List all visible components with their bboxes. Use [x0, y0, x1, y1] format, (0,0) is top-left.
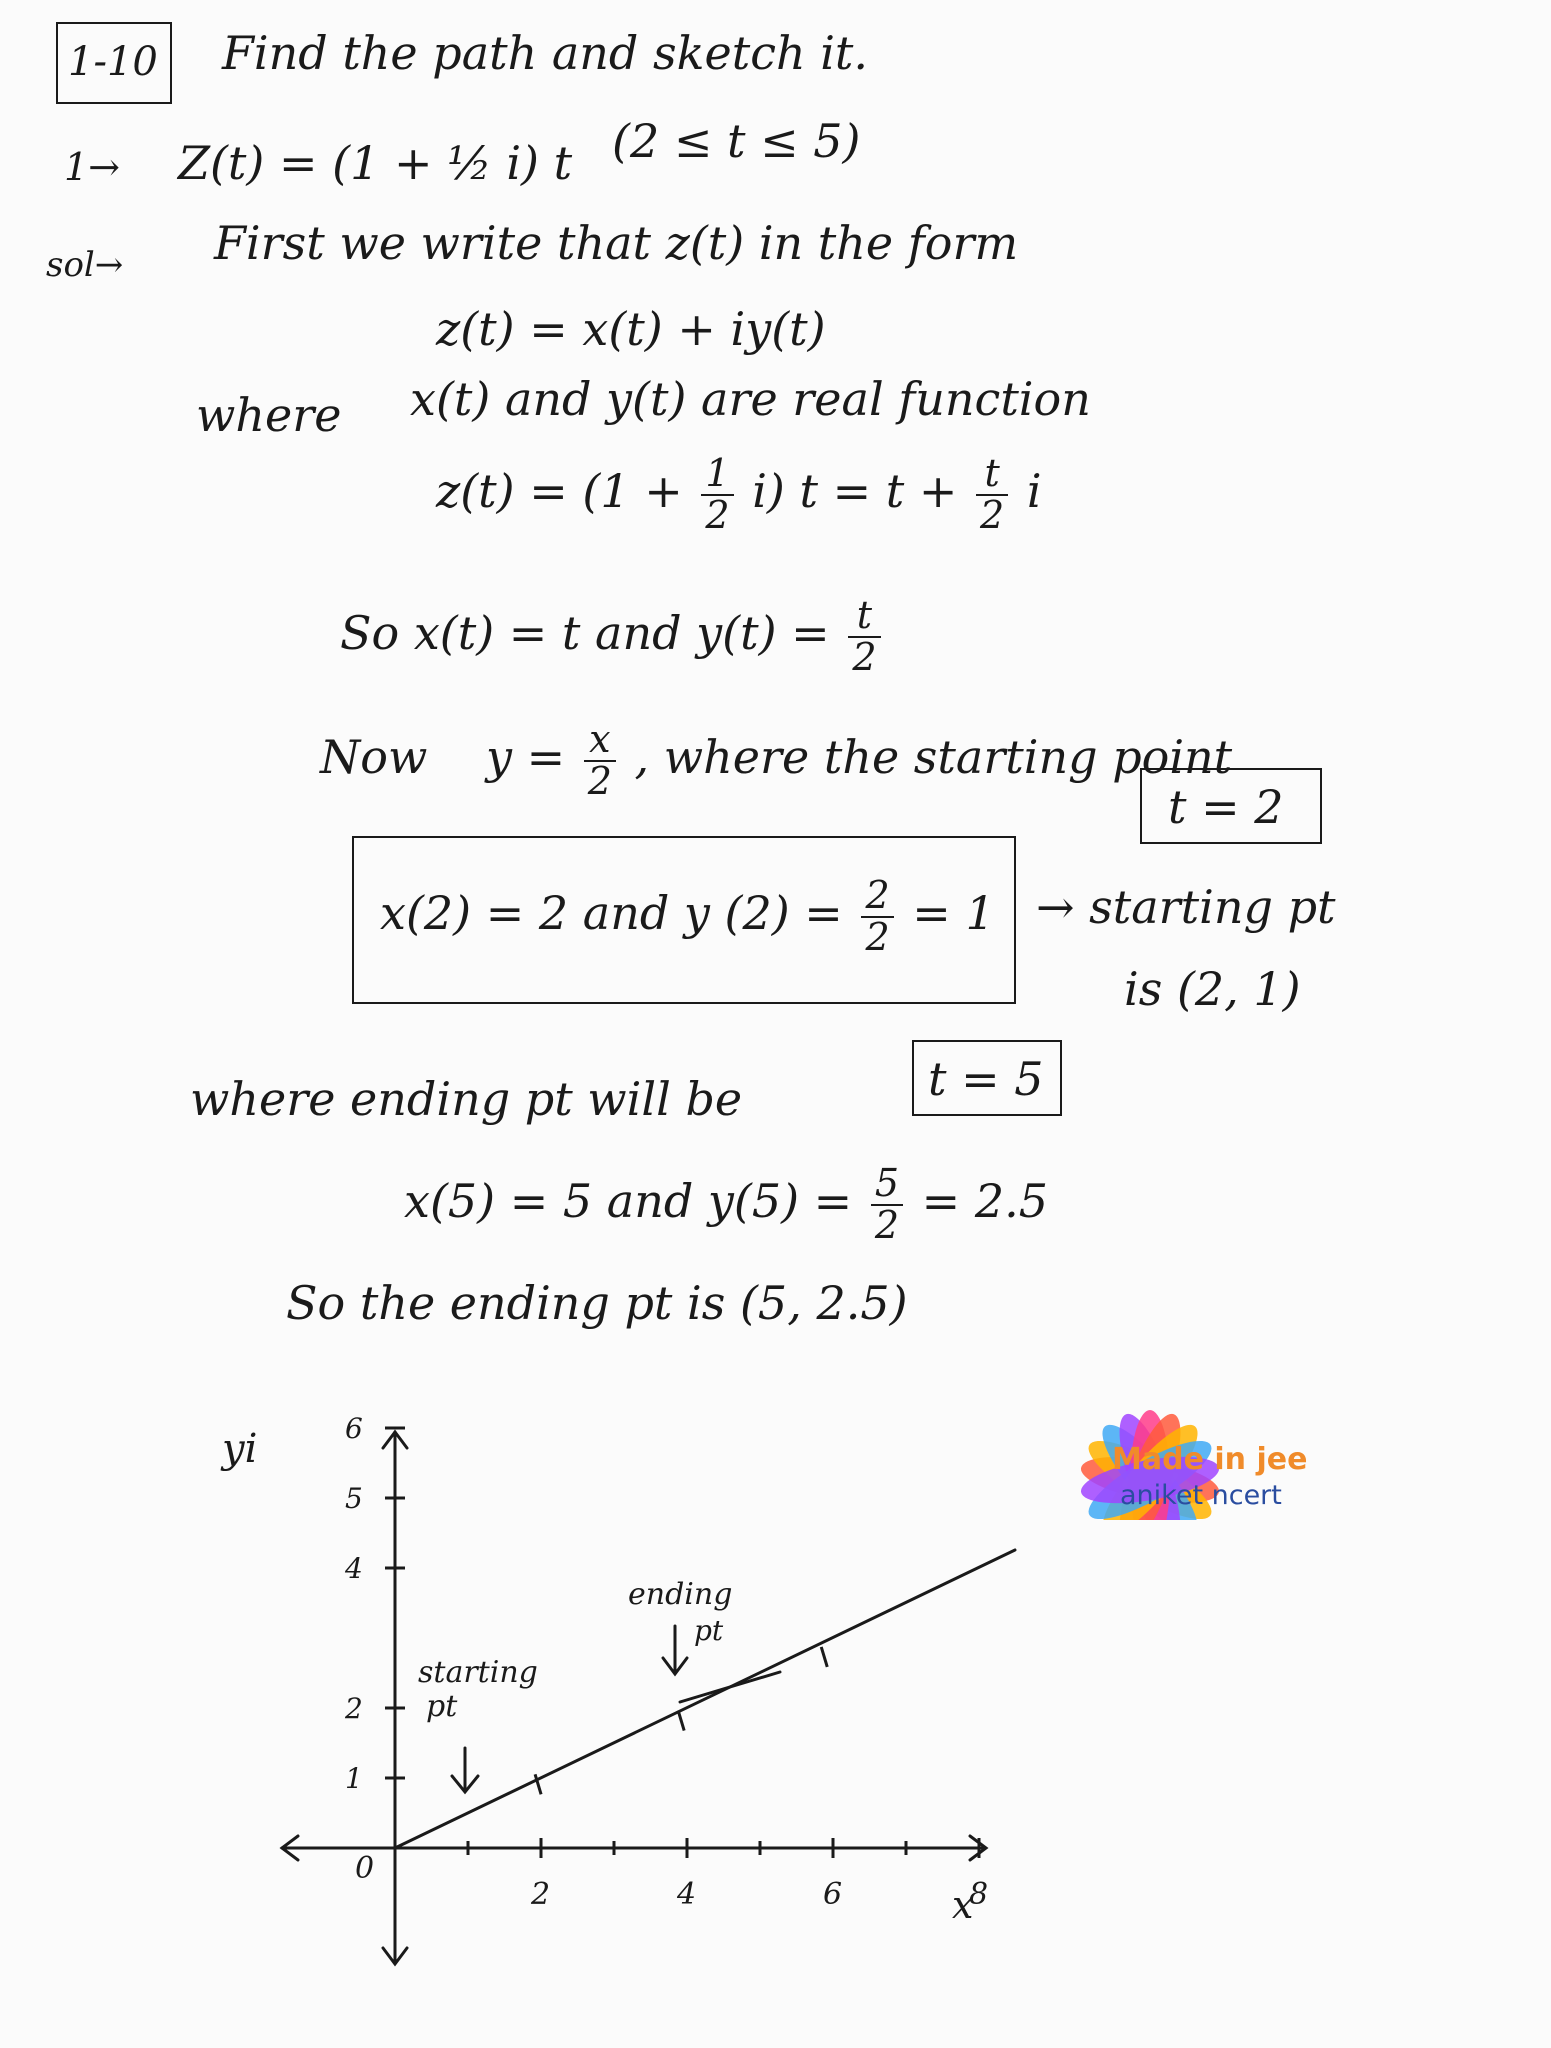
origin-label: 0 [355, 1851, 375, 1886]
line-ending-result: So the ending pt is (5, 2.5) [286, 1276, 908, 1330]
y-tick-label-2: 2 [345, 1692, 363, 1725]
x-axis-label: x [952, 1883, 974, 1927]
line-real-functions: x(t) and y(t) are real function [410, 372, 1091, 426]
start-annotation-pt: pt [426, 1689, 458, 1724]
path-tick [678, 1711, 684, 1731]
t-half-fraction: $\frac{t}{2}$ [976, 454, 1008, 536]
two-over-two: $\frac{2}{2}$ [861, 876, 893, 958]
part-label: 1→ [64, 145, 121, 189]
end-annotation-pt: pt [694, 1614, 724, 1647]
five-over-two: $\frac{5}{2}$ [871, 1164, 903, 1246]
starting-point-value: is (2, 1) [1124, 962, 1301, 1016]
line-ending-point: where ending pt will be [190, 1072, 743, 1126]
logo-subtitle: aniket ncert [1120, 1480, 1282, 1511]
y-t-fraction: $\frac{t}{2}$ [848, 596, 880, 678]
x-tick-label-4: 4 [677, 1877, 697, 1912]
start-t-value: t = 2 [1168, 780, 1284, 834]
solution-label: sol→ [46, 245, 124, 285]
z-expr-end: i [1026, 463, 1042, 518]
logo-title: Made in jee [1112, 1442, 1308, 1477]
line-now: Now y = $\frac{x}{2}$ , where the starting point [320, 717, 1233, 803]
line-first-we-write: First we write that z(t) in the form [214, 216, 1019, 270]
problem-title: Find the path and sketch it. [222, 26, 869, 80]
y-tick-label-4: 4 [345, 1552, 363, 1585]
x-tick-label-8: 8 [969, 1877, 989, 1912]
where-label: where [196, 388, 342, 442]
highlighted-segment [680, 1672, 780, 1702]
z-expr-left: z(t) = (1 + [436, 463, 683, 518]
path-tick [821, 1647, 827, 1667]
given-range: (2 ≤ t ≤ 5) [612, 114, 861, 168]
line-complex-form: z(t) = x(t) + iy(t) [436, 302, 826, 356]
line-end-calc: x(5) = 5 and y(5) = $\frac{5}{2}$ = 2.5 [404, 1161, 1048, 1247]
problem-number: 1-10 [68, 39, 158, 85]
end-annotation: ending [628, 1577, 733, 1612]
given-function: Z(t) = (1 + ½ i) t [178, 136, 573, 190]
y-tick-label-5: 5 [345, 1482, 363, 1515]
half-fraction: $\frac{1}{2}$ [701, 454, 733, 536]
y-axis-label: yi [222, 1426, 258, 1472]
start-calc: x(2) = 2 and y (2) = $\frac{2}{2}$ = 1 [380, 873, 995, 959]
start-annotation: starting [418, 1655, 538, 1690]
end-t-value: t = 5 [928, 1052, 1044, 1106]
line-x-and-y: So x(t) = t and y(t) = $\frac{t}{2}$ [340, 596, 885, 678]
x-tick-label-6: 6 [823, 1877, 843, 1912]
starting-point-note: → starting pt [1036, 880, 1336, 934]
y-tick-label-6: 6 [345, 1412, 363, 1445]
y-tick-label-1: 1 [345, 1762, 363, 1795]
z-expr-mid: i) t = t + [752, 463, 958, 518]
x-tick-label-2: 2 [531, 1877, 551, 1912]
x-half-fraction: $\frac{x}{2}$ [584, 720, 616, 802]
